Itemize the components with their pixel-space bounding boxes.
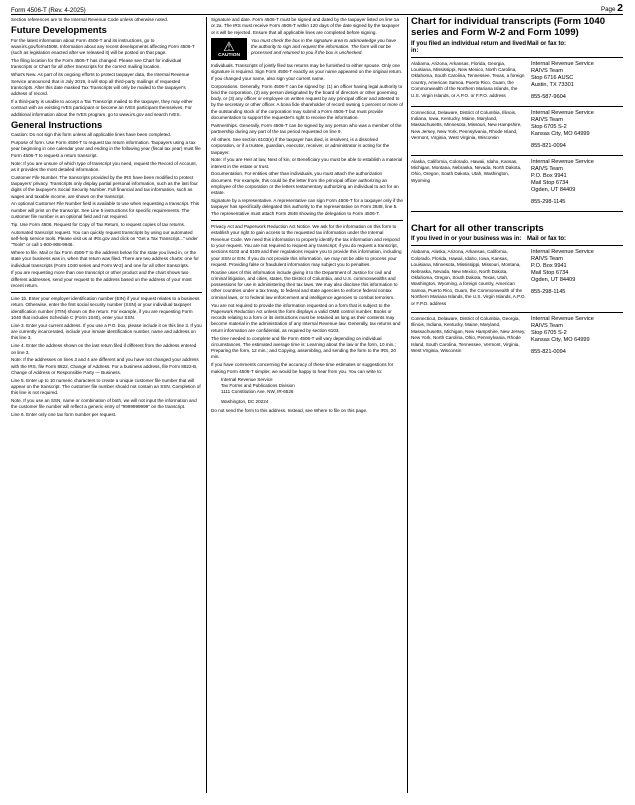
paragraph: Note: If the addresses on lines 3 and 4 are different and you have not changed your address with the IRS, file Form 8822, Change of Address. For a business address, file Form 8822-B, Change of Address or Responsible Party — Business. <box>11 357 199 375</box>
address-line: RAIVS Team <box>531 165 563 172</box>
states-cell: Alaska, California, Colorado, Hawaii, Idaho, Kansas, Michigan, Montana, Nebraska, Nevada, North Dakota, Ohio, Oregon, South Dakota, Utah, Washington, Wyoming <box>411 158 522 183</box>
irs-mailing-address <box>211 377 403 405</box>
address-line: P.O. Box 9941 <box>531 263 567 270</box>
column-left <box>11 17 202 420</box>
table-row <box>411 159 623 212</box>
form-label: Form 4506-T (Rev. 4-2025) <box>11 7 86 14</box>
chart-other-header <box>411 236 623 246</box>
address-line: RAIVS Team <box>531 256 563 263</box>
states-cell: Connecticut, Delaware, District of Columbia, Georgia, Illinois, Indiana, Kentucky, Maine, Maryland, Massachusetts, Michigan, New Hampshire, New Jersey, New York, North Carolina, Ohio, Pennsylvania, Rhode Island, South Carolina, Tennessee, Vermont, Virginia, West Virginia, Wisconsin <box>411 316 526 354</box>
header-right: Mail or fax to: <box>527 40 567 47</box>
paragraph: Automated transcript request. You can quickly request transcripts by using our automated self-help service tools. Please visit us at IRS.gov and click on "Get a Tax Transcript..." under "Tools" or call 1-800-908-9946. <box>11 229 198 248</box>
paragraph: Note. If you use an SSN, name or combination of both, we will not input the information and the customer file number will reflect a generic entry of "9999999999" on the transcript. <box>11 398 197 410</box>
future-developments-heading: Future Developments <box>11 24 107 36</box>
paragraph: All others. See section 6103(e) if the taxpayer has died, is insolvent, is a dissolved corporation, or if a trustee, guardian, executor, receiver, or administrator is acting for the taxpayer. <box>211 136 390 155</box>
chart-individual-header <box>411 41 623 58</box>
warning-triangle-icon: ⚠ <box>223 38 235 54</box>
paragraph: Line 1b. Enter your employer identification number (EIN) if your request relates to a business return. Otherwise, enter the first social security number (SSN) or your individual taxpayer identification number (ITIN) shown on the return. For example, if you are requesting Form 1040 that includes Schedule C (Form 1040), enter your SSN. <box>11 296 200 321</box>
header-rule <box>11 14 623 15</box>
chart-other-title: Chart for all other transcripts <box>411 222 544 234</box>
paragraph: Where to file. Mail or fax Form 4506-T to the address below for the state you lived in, or the state your business was in, when that return was filed. There are two address charts: one for individual transcripts (Form 1040 series and Form W-2) and one for all other transcripts. <box>11 249 199 268</box>
paragraph: Caution: Do not sign this form unless all applicable lines have been completed. <box>11 132 172 138</box>
address-line: Internal Revenue Service <box>531 60 594 67</box>
page-number: 2 <box>617 2 623 14</box>
fax-number: 855-821-0094 <box>531 142 566 149</box>
address-line: Internal Revenue Service <box>221 376 273 382</box>
paragraph: An optional Customer File Number field is available to use when requesting a transcript. This number will print on the transcript. See Line 5 instructions for specific requirements. The customer file number is an optional field and not required. <box>11 201 200 219</box>
general-instructions-heading: General Instructions <box>11 118 103 130</box>
header-left: If you lived in or your business was in: <box>411 236 522 243</box>
paragraph: Line 4. Enter the address shown on the last return filed if different from the address entered on line 3. <box>11 343 197 355</box>
address-cell <box>531 159 594 206</box>
column-divider <box>407 17 408 793</box>
fax-number: 855-298-1145 <box>531 198 566 205</box>
address-line: Stop 6705 S-2 <box>531 330 567 337</box>
paragraph: Note: If you are Heir at law, Next of kin, or Beneficiary you must be able to establish a material interest in the estate or trust. <box>211 157 403 169</box>
caution-icon <box>211 38 247 60</box>
paragraph: You are not required to provide the information requested on a form that is subject to the Paperwork Reduction Act unless the form displays a valid OMB control number. Books or records relating to a form or its instructions must be retained as long as their contents may become material in the administration of any Internal Revenue law. Generally, tax returns and return information are confidential, as required by section 6103. <box>211 302 401 333</box>
states-cell: Alabama, Alaska, Arizona, Arkansas, California, Colorado, Florida, Hawaii, Idaho, Iowa, Kansas, Louisiana, Minnesota, Mississippi, Missouri, Montana, Nebraska, Nevada, New Mexico, North Dakota, Oklahoma, Oregon, South Dakota, Texas, Utah, Washington, Wyoming, a foreign country, American Samoa, Puerto Rico, Guam, the Commonwealth of the Northern Mariana Islands, the U.S. Virgin Islands, A.P.O. or F.P.O. address <box>411 249 526 306</box>
address-line: Mail Stop 6734 <box>531 270 569 277</box>
caution-block <box>211 38 403 60</box>
paragraph: Line 5. Enter up to 10 numeric characters to create a unique customer file number that will appear on the transcript. The customer file number should not contain an SSN. Completion of this line is not required. <box>11 377 201 396</box>
table-row <box>411 110 623 156</box>
header-right: Mail or fax to: <box>527 236 567 243</box>
address-line: RAIVS Team <box>531 116 563 123</box>
paragraph: Documentation. For entities other than individuals, you must attach the authorization document. For example, this could be the letter from the principal officer authorizing an employee of the corporation or the letters testamentary authorizing an individual to act for an estate. <box>211 171 399 196</box>
caution-text: You must check the box in the signature area to acknowledge you have the authority to sign and request the information. The form will not be processed and returned to you if the box is unchecked. <box>251 37 397 56</box>
address-line: Stop 6716 AUSC <box>531 74 574 81</box>
table-row <box>411 316 623 361</box>
paragraph: Purpose of form. Use Form 4506-T to request tax return information. Taxpayers using a tax year beginning in one calendar year and ending in the following year (fiscal tax year) must file Form 4506-T to request a return transcript. <box>11 140 201 158</box>
fax-number: 855-298-1145 <box>531 289 566 296</box>
address-line: Mail Stop 6734 <box>531 179 569 186</box>
paragraph: Do not send the form to this address. Instead, see Where to file on this page. <box>211 408 368 414</box>
chart-individual-title: Chart for individual transcripts (Form 1040 series and Form W-2 and Form 1099) <box>411 16 606 38</box>
paragraph: For the latest information about Form 4506-T and its instructions, go to www.irs.gov/form4506t. Information about any recent developments affecting Form 4506-T (such as legislation enacted after we released it) will be posted on that page. <box>11 37 195 56</box>
intro-text: Section references are to the Internal Revenue Code unless otherwise noted. <box>11 17 169 22</box>
address-line: Ogden, UT 84409 <box>531 277 576 284</box>
paragraph: Line 6. Enter only one tax form number per request. <box>11 412 117 418</box>
table-row <box>411 61 623 107</box>
address-cell <box>531 316 594 356</box>
address-line: Tax Forms and Publications Division <box>221 383 295 389</box>
paragraph: The time needed to complete and file Form 4506-T will vary depending on individual circumstances. The estimated average time is: Learning about the law or the form, 10 min.; Preparing the form, 12 min.; and Copying, assembling, and sending the form to the IRS, 20 min. <box>211 335 396 360</box>
paragraph: Corporations. Generally, Form 4506-T can be signed by: (1) an officer having legal authority to bind the corporation, (2) any person designated by the board of directors or other governing body, or (3) any officer or employee on written request by any principal officer and attested to by the secretary or other officer. A bona fide shareholder of record owning 1 percent or more of the outstanding stock of the corporation may submit a Form 4506-T but must provide documentation to support the requester's right to receive the information. <box>211 83 403 121</box>
divider <box>11 292 202 293</box>
paragraph: If you are requesting more than one transcript or other product and the chart shows two different addresses, send your request to the address based on the address of your most recent return. <box>11 270 192 288</box>
states-cell: Connecticut, Delaware, District of Columbia, Illinois, Indiana, Iowa, Kentucky, Maine, Maryland, Massachusetts, Minnesota, Missouri, New Hampshire, New Jersey, New York, Pennsylvania, Rhode Island, Vermont, Virginia, West Virginia, Wisconsin <box>411 109 522 141</box>
address-line: P.O. Box 9941 <box>531 172 567 179</box>
divider <box>211 220 403 221</box>
address-cell <box>531 61 594 101</box>
paragraph: Note: If you are unsure of which type of transcript you need, request the Record of Account, as it provides the most detailed information. <box>11 160 197 172</box>
paragraph: If a third-party is unable to accept a Tax Transcript mailed to the taxpayer, they may either contract with an existing IVES participant or become an IVES participant themselves. For additional information about the IVES program, go to www.irs.gov and search IVES. <box>11 98 193 117</box>
address-line: RAIVS Team <box>531 67 563 74</box>
address-line: Kansas City, MO 64999 <box>531 130 590 137</box>
fax-number: 855-587-9604 <box>531 93 566 100</box>
paragraph: If you have comments concerning the accuracy of these time estimates or suggestions for making Form 4506-T simpler, we would be happy to hear from you. You can write to: <box>211 362 394 374</box>
states-cell: Alabama, Arizona, Arkansas, Florida, Georgia, Louisiana, Mississippi, New Mexico, North Carolina, Oklahoma, South Carolina, Tennessee, Texas, a foreign country, American Samoa, Puerto Rico, Guam, the Commonwealth of the Northern Mariana Islands, the U.S. Virgin Islands, or A.P.O. or F.P.O. address <box>411 60 525 98</box>
header-left: If you filed an individual return and lived in: <box>411 40 527 54</box>
paragraph: Routine uses of this information include giving it to the Department of Justice for civil and criminal litigation, and cities, states, the District of Columbia, and U.S. commonwealths and possessions for use in administering their tax laws. We may also disclose this information to other countries under a tax treaty, to federal and state agencies to enforce federal nontax criminal laws, or to federal law enforcement and intelligence agencies to combat terrorism. <box>211 269 398 300</box>
address-line: Internal Revenue Service <box>531 249 594 256</box>
column-divider <box>206 17 207 793</box>
address-line: 1111 Constitution Ave. NW, IR-6526 <box>221 389 294 395</box>
address-line: Kansas City, MO 64999 <box>531 337 590 344</box>
address-line: RAIVS Team <box>531 323 563 330</box>
caution-label: CAUTION <box>218 52 240 58</box>
address-line: Internal Revenue Service <box>531 158 594 165</box>
paragraph: Customer File Number. The transcripts provided by the IRS have been modified to protect taxpayers' privacy. Transcripts only display partial personal information, such as the last four digits of the taxpayer's Social Security Number. Full financial and tax information, such as wages and taxable income, are shown on the transcript. <box>11 174 198 199</box>
page-header <box>11 3 623 14</box>
address-line: Internal Revenue Service <box>531 316 594 323</box>
paragraph: Signature and date. Form 4506-T must be signed and dated by the taxpayer listed on line 1a or 2a. The IRS must receive Form 4506-T within 120 days of the date signed by the taxpayer or it will be rejected. Ensure that all applicable lines are completed before signing. <box>211 17 400 35</box>
column-right <box>411 17 623 364</box>
paragraph: Tip. Use Form 4506, Request for Copy of Tax Return, to request copies of tax returns. <box>11 221 186 227</box>
table-row <box>411 249 623 313</box>
address-line: Washington, DC 20224 <box>221 398 269 404</box>
page-indicator: Page 2 <box>600 2 623 14</box>
address-cell <box>531 249 594 307</box>
paragraph: Partnerships. Generally, Form 4506-T can be signed by any person who was a member of the partnership during any part of the tax period requested on line 9. <box>211 122 402 135</box>
paragraph: Privacy Act and Paperwork Reduction Act Notice. We ask for the information on this form to establish your right to gain access to the requested tax information under the Internal Revenue Code. We need this information to properly identify the tax information and respond to your request. You are not required to request any transcript; if you do request a transcript, sections 6103 and 6109 and their regulations require you to provide this information, including your SSN or EIN. If you do not provide this information, we may not be able to process your request. Providing false or fraudulent information may subject you to penalties. <box>211 224 402 267</box>
paragraph: Signature by a representative. A representative can sign Form 4506-T for a taxpayer only if the taxpayer has specifically delegated this authority to the representative on Form 2848, line 5. The representative must attach Form 2848 showing the delegation to Form 4506-T. <box>211 198 403 216</box>
address-cell <box>531 110 594 150</box>
address-line: Internal Revenue Service <box>531 109 594 116</box>
address-line: Ogden, UT 84409 <box>531 186 576 193</box>
paragraph: Individuals. Transcripts of jointly filed tax returns may be furnished to either spouse. Only one signature is required. Sign Form 4506-T exactly as your name appeared on the original return. If you changed your name, also sign your current name. <box>211 63 403 81</box>
column-middle <box>211 17 403 416</box>
fax-number: 855-821-0094 <box>531 349 566 356</box>
address-line: Austin, TX 73301 <box>531 81 574 88</box>
address-line: Stop 6705 S-2 <box>531 123 567 130</box>
paragraph: What's New. As part of its ongoing efforts to protect taxpayer data, the Internal Revenue Service announced that in July 2019, it will stop all third-party mailings of requested transcripts. After this date masked Tax Transcripts will only be mailed to the taxpayer's address of record. <box>11 72 190 97</box>
paragraph: Line 3. Enter your current address. If you use a P.O. box, please include it on this line 3. If you are currently incarcerated, include your inmate identification number, name and address on this line 3. <box>11 322 202 341</box>
paragraph: The filing location for the Form 4506-T has changed. Please see Chart for individual transcripts or Chart for all other transcripts for the correct mailing location. <box>11 58 182 70</box>
